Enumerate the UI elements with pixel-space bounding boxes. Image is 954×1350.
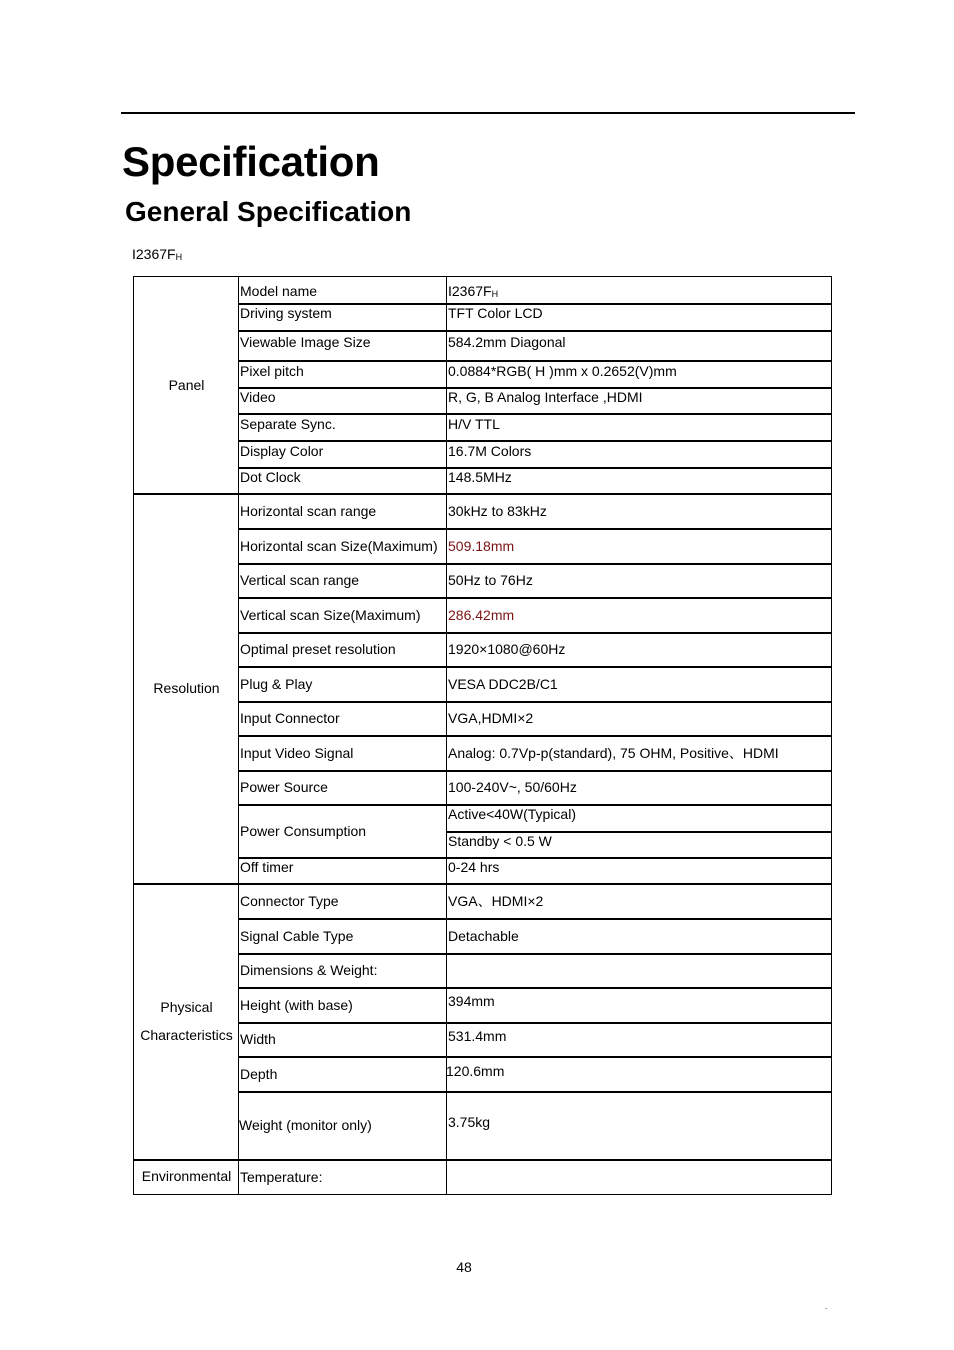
label-input-connector: Input Connector — [240, 710, 340, 726]
row-divider — [238, 953, 831, 955]
value-plug-play: VESA DDC2B/C1 — [448, 676, 558, 692]
label-optimal-res: Optimal preset resolution — [240, 641, 396, 657]
row-divider — [238, 666, 831, 668]
value-separate-sync: H/V TTL — [448, 416, 500, 432]
label-temperature: Temperature: — [240, 1169, 323, 1185]
group-resolution: Resolution — [153, 680, 220, 696]
value-display-color: 16.7M Colors — [448, 443, 532, 459]
footer-mark: . — [825, 1302, 828, 1311]
label-driving-system: Driving system — [240, 305, 332, 321]
row-divider — [238, 597, 831, 599]
label-model-name: Model name — [240, 283, 318, 299]
section-title: General Specification — [125, 196, 412, 227]
value-video: R, G, B Analog Interface ,HDMI — [448, 389, 643, 405]
label-separate-sync: Separate Sync. — [240, 416, 336, 432]
row-divider — [238, 987, 831, 989]
value-input-video-signal: Analog: 0.7Vp-p(standard), 75 OHM, Positive、HDMI — [448, 745, 779, 761]
value-model-name — [448, 283, 498, 301]
group-divider — [134, 493, 831, 495]
model-label — [132, 246, 182, 262]
page-title: Specification — [122, 138, 380, 185]
row-divider — [238, 1091, 831, 1093]
group-physical-line1: Physical — [160, 999, 213, 1015]
spec-table — [133, 276, 832, 1195]
row-divider — [238, 735, 831, 737]
page-number: 48 — [456, 1259, 472, 1275]
label-video: Video — [240, 389, 276, 405]
row-divider — [238, 857, 831, 859]
row-divider — [238, 1022, 831, 1024]
group-divider — [134, 883, 831, 885]
row-divider — [238, 918, 831, 920]
group-panel: Panel — [168, 377, 205, 393]
label-power-source: Power Source — [240, 779, 328, 795]
label-h-scan-size: Horizontal scan Size(Maximum) — [240, 538, 438, 554]
label-off-timer: Off timer — [240, 859, 294, 875]
label-dimensions: Dimensions & Weight: — [240, 962, 378, 978]
label-signal-cable: Signal Cable Type — [240, 928, 354, 944]
value-h-scan-size: 509.18mm — [448, 538, 515, 554]
label-h-scan-range: Horizontal scan range — [240, 503, 377, 519]
row-divider — [238, 528, 831, 530]
value-signal-cable: Detachable — [448, 928, 519, 944]
label-plug-play: Plug & Play — [240, 676, 313, 692]
group-physical-line2: Characteristics — [140, 1027, 233, 1043]
row-divider — [238, 1056, 831, 1058]
label-width: Width — [240, 1031, 276, 1047]
value-input-connector: VGA,HDMI×2 — [448, 710, 534, 726]
group-environmental: Environmental — [141, 1168, 232, 1184]
row-divider — [238, 632, 831, 634]
value-driving-system: TFT Color LCD — [448, 305, 543, 321]
label-height: Height (with base) — [240, 997, 353, 1013]
label-v-scan-range: Vertical scan range — [240, 572, 360, 588]
row-divider — [238, 467, 831, 469]
row-divider — [238, 770, 831, 772]
label-depth: Depth — [240, 1066, 278, 1082]
value-weight: 3.75kg — [448, 1114, 491, 1130]
value-off-timer: 0-24 hrs — [448, 859, 500, 875]
value-power-source: 100-240V~, 50/60Hz — [448, 779, 577, 795]
row-divider — [238, 701, 831, 703]
label-power-consumption: Power Consumption — [240, 823, 367, 839]
label-viewable-size: Viewable Image Size — [240, 334, 371, 350]
value-power-active: Active<40W(Typical) — [448, 806, 576, 822]
value-connector-type: VGA、HDMI×2 — [448, 893, 544, 909]
value-v-scan-size: 286.42mm — [448, 607, 515, 623]
group-divider — [134, 1159, 831, 1161]
value-optimal-res: 1920×1080@60Hz — [448, 641, 566, 657]
model-label-suffix: H — [175, 252, 183, 262]
value-model-name-prefix: I2367F — [448, 283, 492, 299]
model-label-prefix: I2367F — [132, 246, 176, 262]
label-pixel-pitch: Pixel pitch — [240, 363, 304, 379]
value-pixel-pitch: 0.0884*RGB( H )mm x 0.2652(V)mm — [448, 363, 677, 379]
label-weight: Weight (monitor only) — [239, 1117, 372, 1133]
value-h-scan-range: 30kHz to 83kHz — [448, 503, 547, 519]
label-display-color: Display Color — [240, 443, 324, 459]
top-rule — [121, 112, 855, 114]
value-depth: 120.6mm — [446, 1063, 505, 1079]
value-height: 394mm — [448, 993, 495, 1009]
row-divider — [238, 440, 831, 442]
value-power-standby: Standby < 0.5 W — [448, 833, 552, 849]
row-divider — [238, 360, 831, 362]
value-dot-clock: 148.5MHz — [448, 469, 512, 485]
row-divider — [238, 330, 831, 332]
row-divider — [238, 413, 831, 415]
value-v-scan-range: 50Hz to 76Hz — [448, 572, 533, 588]
group-physical — [134, 993, 239, 1049]
label-input-video-signal: Input Video Signal — [240, 745, 354, 761]
label-v-scan-size: Vertical scan Size(Maximum) — [240, 607, 421, 623]
value-viewable-size: 584.2mm Diagonal — [448, 334, 566, 350]
label-dot-clock: Dot Clock — [240, 469, 301, 485]
row-divider — [238, 563, 831, 565]
value-width: 531.4mm — [448, 1028, 507, 1044]
label-connector-type: Connector Type — [240, 893, 339, 909]
value-model-name-suffix: H — [491, 289, 499, 299]
